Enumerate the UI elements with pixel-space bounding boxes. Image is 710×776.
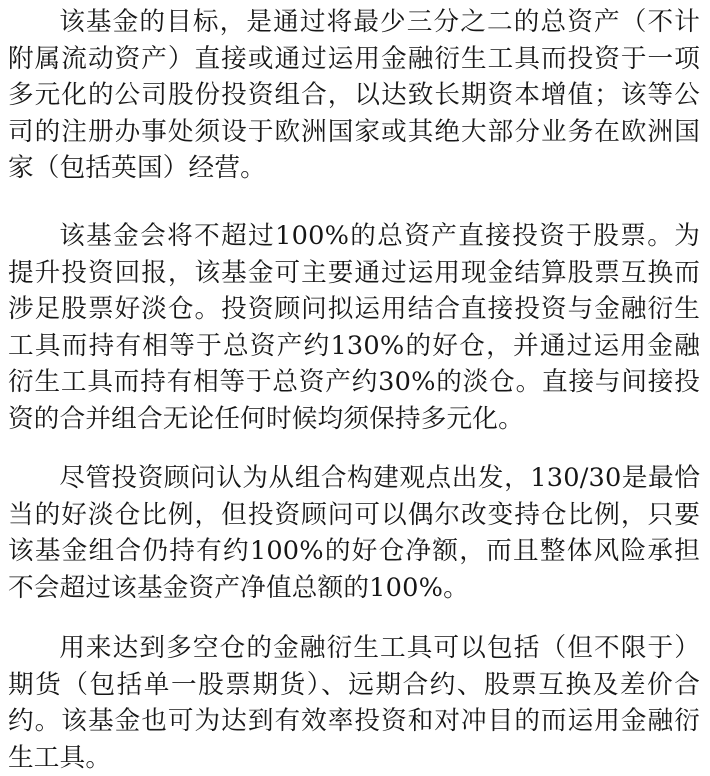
paragraph-derivative-instruments: 用来达到多空仓的金融衍生工具可以包括（但不限于）期货（包括单一股票期货）、远期合约、股票互换及差价合约。该基金也可为达到有效率投资和对冲目的而运用金融衍生工具。 bbox=[8, 633, 700, 773]
paragraph-investment-objective: 该基金的目标，是通过将最少三分之二的总资产（不计附属流动资产）直接或通过运用金融衍生工具而投资于一项多元化的公司股份投资组合，以达致长期资本增值；该等公司的注册办事处须设于欧洲国家或其绝大部分业务在欧洲国家（包括英国）经营。 bbox=[8, 7, 700, 183]
paragraph-equity-exposure: 该基金会将不超过100%的总资产直接投资于股票。为提升投资回报，该基金可主要通过运用现金结算股票互换而涉足股票好淡仓。投资顾问拟运用结合直接投资与金融衍生工具而持有相等于总资产约130%的好仓，并通过运用金融衍生工具而持有相等于总资产约30%的淡仓。直接与间接投资的合并组合无论任何时候均须保持多元化。 bbox=[8, 221, 700, 434]
paragraph-long-short-ratio: 尽管投资顾问认为从组合构建观点出发，130/30是最恰当的好淡仓比例，但投资顾问可以偶尔改变持仓比例，只要该基金组合仍持有约100%的好仓净额，而且整体风险承担不会超过该基金资产净值总额的100%。 bbox=[8, 463, 700, 603]
